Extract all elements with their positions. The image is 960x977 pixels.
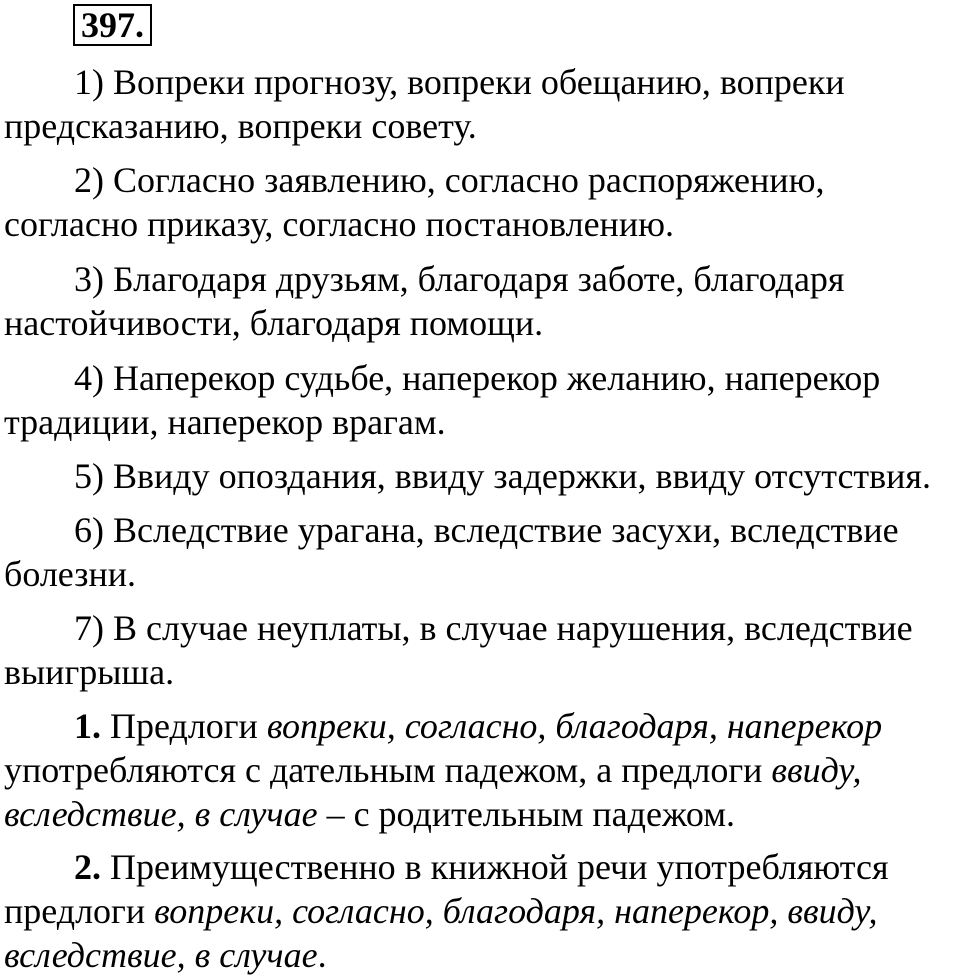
note-italic: вследствие, в случае — [4, 935, 318, 975]
note-italic: вследствие, в случае — [4, 794, 318, 834]
note-text: . — [317, 935, 327, 975]
list-item-line: 3) Благодаря друзьям, благодаря заботе, благодаря — [74, 259, 845, 299]
note-line — [4, 748, 882, 792]
note-number: 1. — [74, 706, 101, 746]
list-item — [4, 606, 913, 694]
list-item-line: традиции, наперекор врагам. — [4, 402, 446, 442]
note-italic: вопреки, согласно, благодаря, наперекор — [266, 706, 883, 746]
exercise-number-dot: . — [135, 5, 144, 45]
note-text: Преимущественно в книжной речи употребляются — [101, 847, 889, 887]
note-paragraph — [4, 845, 889, 977]
list-item-line: 5) Ввиду опоздания, ввиду задержки, ввиду отсутствия. — [74, 456, 931, 496]
note-line — [4, 933, 889, 977]
note-line — [4, 704, 882, 748]
list-item-line: согласно приказу, согласно постановлению. — [4, 204, 674, 244]
list-item-line: предсказанию, вопреки совету. — [4, 106, 477, 146]
list-item-line: 4) Наперекор судьбе, наперекор желанию, наперекор — [74, 358, 881, 398]
note-text: Предлоги — [101, 706, 267, 746]
list-item — [4, 454, 931, 498]
list-item-line: болезни. — [4, 554, 136, 594]
note-line — [4, 845, 889, 889]
exercise-number: 397 — [81, 5, 135, 45]
list-item-line: выигрыша. — [4, 652, 175, 692]
note-italic: ввиду, — [771, 750, 862, 790]
list-item-line: 7) В случае неуплаты, в случае нарушения, вследствие — [74, 608, 913, 648]
list-item — [4, 257, 844, 345]
note-text: – с родительным падежом. — [317, 794, 736, 834]
note-paragraph — [4, 704, 882, 836]
exercise-number-box — [73, 4, 152, 46]
note-line — [4, 889, 889, 933]
list-item-line: 1) Вопреки прогнозу, вопреки обещанию, вопреки — [74, 62, 845, 102]
list-item — [4, 508, 899, 596]
list-item — [4, 356, 880, 444]
note-line — [4, 792, 882, 836]
list-item-line: 6) Вследствие урагана, вследствие засухи, вследствие — [74, 510, 899, 550]
note-italic: вопреки, согласно, благодаря, наперекор, ввиду, — [154, 891, 878, 931]
list-item-line: настойчивости, благодаря помощи. — [4, 303, 544, 343]
note-text: употребляются с дательным падежом, а предлоги — [4, 750, 772, 790]
list-item-line: 2) Согласно заявлению, согласно распоряжению, — [74, 160, 825, 200]
list-item — [4, 158, 824, 246]
document-page — [4, 0, 954, 975]
note-text: предлоги — [4, 891, 155, 931]
list-item — [4, 60, 845, 148]
note-number: 2. — [74, 847, 101, 887]
